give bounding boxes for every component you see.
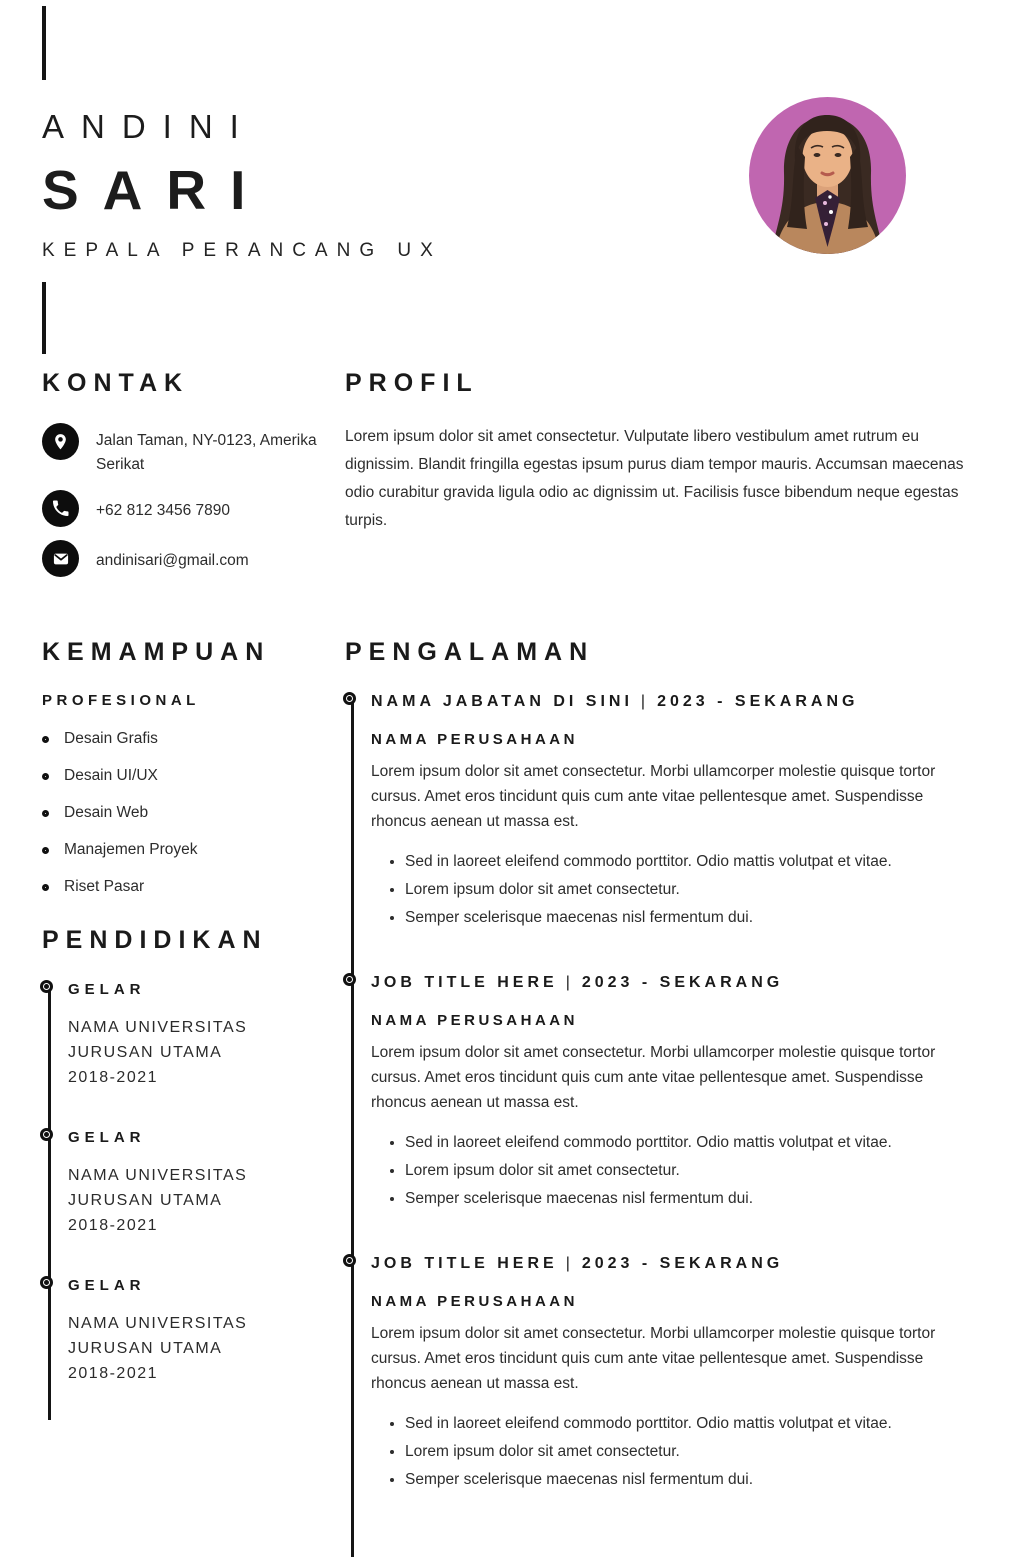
title-separator: | — [565, 974, 574, 991]
skill-label: Manajemen Proyek — [64, 841, 198, 858]
skill-label: Riset Pasar — [64, 878, 145, 895]
school-name: NAMA UNIVERSITAS — [68, 1315, 248, 1332]
last-name: SARI — [42, 159, 270, 221]
contact-item-email — [42, 540, 345, 577]
major-name: JURUSAN UTAMA — [68, 1340, 223, 1357]
experience-timeline — [345, 692, 980, 1491]
contact-item-phone — [42, 490, 345, 527]
timeline-marker-icon — [40, 1128, 53, 1141]
email-icon — [42, 540, 79, 577]
ring-bullet-icon — [42, 773, 49, 780]
major-name: JURUSAN UTAMA — [68, 1192, 223, 1209]
job-title-label: JOB TITLE HERE — [371, 974, 558, 991]
degree-label: GELAR — [68, 1129, 146, 1146]
timeline-marker-icon — [40, 980, 53, 993]
header — [42, 6, 980, 354]
degree-label: GELAR — [68, 1277, 146, 1294]
degree-label: GELAR — [68, 981, 146, 998]
header-accent-line — [42, 282, 46, 354]
job-period: 2023 - SEKARANG — [657, 693, 859, 710]
education-timeline — [42, 980, 345, 1386]
skill-item — [42, 878, 345, 896]
timeline-marker-icon — [343, 973, 356, 986]
profile-section — [345, 369, 980, 590]
left-column-lower — [42, 638, 345, 1496]
contact-section — [42, 369, 345, 590]
title-separator: | — [565, 1255, 574, 1272]
major-name: JURUSAN UTAMA — [68, 1044, 223, 1061]
timeline-marker-icon — [343, 692, 356, 705]
job-title-row — [371, 973, 980, 992]
job-title: KEPALA PERANCANG UX — [42, 240, 442, 261]
study-years: 2018-2021 — [68, 1069, 159, 1086]
main-content — [42, 369, 980, 1496]
skill-label: Desain UI/UX — [64, 767, 158, 784]
company-name: NAMA PERUSAHAAN — [371, 1293, 578, 1310]
job-period: 2023 - SEKARANG — [581, 1255, 784, 1272]
ring-bullet-icon — [42, 884, 49, 891]
ring-bullet-icon — [42, 847, 49, 854]
education-heading: PENDIDIKAN — [42, 926, 268, 954]
job-title-row — [371, 692, 980, 711]
job-bullet-list — [371, 850, 980, 929]
job-period: 2023 - SEKARANG — [581, 974, 784, 991]
job-bullet-list — [371, 1131, 980, 1210]
timeline-marker-icon — [343, 1254, 356, 1267]
profile-photo-illustration — [749, 97, 906, 254]
location-icon — [42, 423, 79, 460]
profile-heading: PROFIL — [345, 369, 479, 397]
title-separator: | — [640, 693, 650, 710]
study-years: 2018-2021 — [68, 1365, 159, 1382]
job-title-row — [371, 1254, 980, 1273]
profile-photo — [749, 97, 906, 254]
skills-heading: KEMAMPUAN — [42, 638, 271, 666]
job-title-label: NAMA JABATAN DI SINI — [371, 693, 633, 710]
job-bullet: • Semper scelerisque maecenas nisl fermentum dui. — [405, 1187, 980, 1210]
job-title-label: JOB TITLE HERE — [371, 1255, 558, 1272]
job-description: Lorem ipsum dolor sit amet consectetur. Morbi ullamcorper molestie quisque tortor cursus. Amet eros tincidunt quis cum ante vitae pellentesque amet. Suspendisse rhoncus aenean ut massa est. — [371, 1325, 936, 1392]
job-bullet: • Semper scelerisque maecenas nisl fermentum dui. — [405, 906, 980, 929]
experience-section — [345, 638, 980, 1496]
job-bullet: • Semper scelerisque maecenas nisl fermentum dui. — [405, 1468, 980, 1491]
skill-item — [42, 841, 345, 859]
ring-bullet-icon — [42, 810, 49, 817]
skills-section — [42, 638, 345, 896]
school-name: NAMA UNIVERSITAS — [68, 1167, 248, 1184]
company-name: NAMA PERUSAHAAN — [371, 731, 578, 748]
job-bullet-list — [371, 1412, 980, 1491]
school-name: NAMA UNIVERSITAS — [68, 1019, 248, 1036]
experience-entry — [345, 692, 980, 929]
study-years: 2018-2021 — [68, 1217, 159, 1234]
top-accent-line — [42, 6, 46, 80]
timeline-marker-icon — [40, 1276, 53, 1289]
contact-phone-text: +62 812 3456 7890 — [96, 502, 231, 519]
phone-icon — [42, 490, 79, 527]
contact-email-text: andinisari@gmail.com — [96, 552, 249, 569]
skill-item — [42, 730, 345, 748]
education-entry — [42, 1128, 345, 1238]
job-bullet: • Sed in laoreet eleifend commodo porttitor. Odio mattis volutpat et vitae. — [405, 850, 980, 873]
skill-item — [42, 804, 345, 822]
experience-entry — [345, 973, 980, 1210]
contact-item-address — [42, 423, 345, 477]
education-entry — [42, 980, 345, 1090]
profile-text: Lorem ipsum dolor sit amet consectetur. Vulputate libero vestibulum amet rutrum eu dignissim. Blandit fringilla egestas ipsum purus diam tempor mauris. Accumsan maecenas odio curabitur gravida ligula odio ac dignissim ut. Facilisis fusce bibendum neque egestas turpis. — [345, 428, 964, 529]
job-bullet: • Sed in laoreet eleifend commodo porttitor. Odio mattis volutpat et vitae. — [405, 1412, 980, 1435]
skill-label: Desain Grafis — [64, 730, 158, 747]
skill-label: Desain Web — [64, 804, 149, 821]
skills-subheading: PROFESIONAL — [42, 692, 200, 709]
job-bullet: • Lorem ipsum dolor sit amet consectetur. — [405, 1159, 980, 1182]
contact-heading: KONTAK — [42, 369, 190, 397]
job-description: Lorem ipsum dolor sit amet consectetur. Morbi ullamcorper molestie quisque tortor cursus. Amet eros tincidunt quis cum ante vitae pellentesque amet. Suspendisse rhoncus aenean ut massa est. — [371, 763, 936, 830]
education-entry — [42, 1276, 345, 1386]
education-section — [42, 926, 345, 1386]
job-bullet: • Lorem ipsum dolor sit amet consectetur. — [405, 878, 980, 901]
job-bullet: • Lorem ipsum dolor sit amet consectetur. — [405, 1440, 980, 1463]
skill-item — [42, 767, 345, 785]
contact-address-text: Jalan Taman, NY-0123, Amerika Serikat — [96, 432, 317, 473]
job-bullet: • Sed in laoreet eleifend commodo porttitor. Odio mattis volutpat et vitae. — [405, 1131, 980, 1154]
first-name: ANDINI — [42, 108, 256, 145]
company-name: NAMA PERUSAHAAN — [371, 1012, 578, 1029]
experience-entry — [345, 1254, 980, 1491]
experience-heading: PENGALAMAN — [345, 638, 595, 666]
job-description: Lorem ipsum dolor sit amet consectetur. Morbi ullamcorper molestie quisque tortor cursus. Amet eros tincidunt quis cum ante vitae pellentesque amet. Suspendisse rhoncus aenean ut massa est. — [371, 1044, 936, 1111]
ring-bullet-icon — [42, 736, 49, 743]
